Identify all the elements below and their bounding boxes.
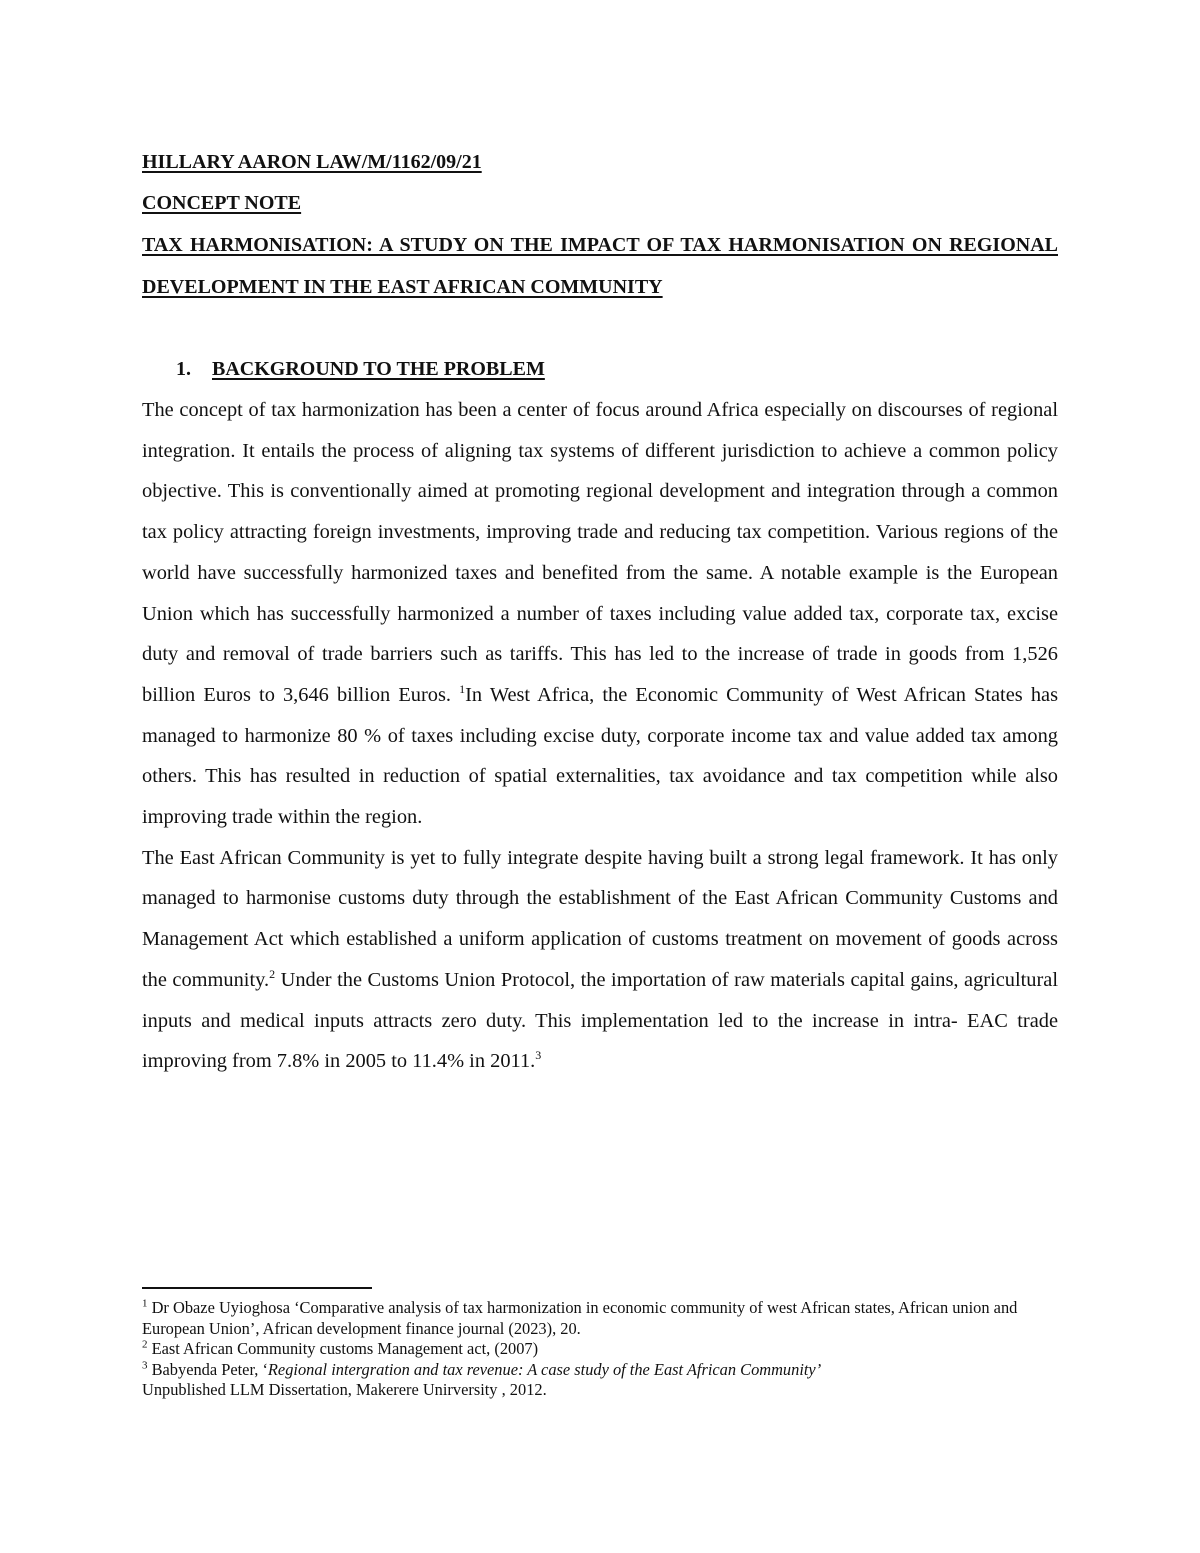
document-type: CONCEPT NOTE — [142, 192, 302, 214]
section-heading — [142, 349, 1058, 390]
footnote-separator — [142, 1287, 372, 1289]
paragraph-2 — [142, 838, 1058, 1082]
footnote-1 — [142, 1298, 1058, 1339]
footnote-marker-1: 1 — [142, 1297, 148, 1310]
paragraph-1 — [142, 390, 1058, 838]
footnote-ref-2[interactable]: 2 — [269, 967, 276, 982]
document-page — [142, 142, 1058, 1082]
paragraph-2-part-2: Under the Customs Union Protocol, the importation of raw materials capital gains, agricultural inputs and medical inputs attracts zero duty. This implementation led to the increase in intra- EAC trade improving from 7.8% in 2005 to 11.4% in 2011. — [142, 968, 1058, 1073]
footnote-ref-3[interactable]: 3 — [535, 1048, 542, 1063]
author-line: HILLARY AARON LAW/M/1162/09/21 — [142, 151, 482, 173]
footnote-ref-1[interactable]: 1 — [459, 682, 466, 697]
footnote-1-text: Dr Obaze Uyioghosa ‘Comparative analysis of tax harmonization in economic community of west African states, African union and European Union’, African development finance journal (2023), 20. — [142, 1298, 1018, 1338]
footnote-marker-3: 3 — [142, 1359, 148, 1372]
footnote-2-text: East African Community customs Management act, (2007) — [147, 1339, 539, 1358]
footnote-2 — [142, 1339, 1058, 1360]
footnote-3 — [142, 1360, 1058, 1401]
footnote-3-title: Regional intergration and tax revenue: A case study of the East African Community’ — [267, 1359, 822, 1379]
section-number: 1. — [176, 358, 191, 380]
footnote-marker-2: 2 — [142, 1338, 148, 1351]
paragraph-1-part-2: In West Africa, the Economic Community of West African States has managed to harmonize 80 % of taxes including excise duty, corporate income tax and value added tax among others. This has resulted in reduction of spatial externalities, tax avoidance and tax competition while also improving trade within the region. — [142, 683, 1058, 829]
footnote-3-text-after: Unpublished LLM Dissertation, Makerere Unirversity , 2012. — [142, 1380, 547, 1399]
paragraph-2-part-1: The East African Community is yet to fully integrate despite having built a strong legal framework. It has only managed to harmonise customs duty through the establishment of the East African Community Customs and Management Act which established a uniform application of customs treatment on movement of goods across the community. — [142, 846, 1058, 991]
footnotes — [142, 1298, 1058, 1401]
section-heading-text: BACKGROUND TO THE PROBLEM — [212, 358, 545, 380]
spacer — [142, 308, 1058, 349]
document-title: TAX HARMONISATION: A STUDY ON THE IMPACT OF TAX HARMONISATION ON REGIONAL DEVELOPMENT IN THE EAST AFRICAN COMMUNITY — [142, 234, 1058, 298]
paragraph-1-part-1: The concept of tax harmonization has been a center of focus around Africa especially on discourses of regional integration. It entails the process of aligning tax systems of different jurisdiction to achieve a common policy objective. This is conventionally aimed at promoting regional development and integration through a common tax policy attracting foreign investments, improving trade and reducing tax competition. Various regions of the world have successfully harmonized taxes and benefited from the same. A notable example is the European Union which has successfully harmonized a number of taxes including value added tax, corporate tax, excise duty and removal of trade barriers such as tariffs. This has led to the increase of trade in goods from 1,526 billion Euros to 3,646 billion Euros. — [142, 399, 1058, 706]
footnote-3-text-before: Babyenda Peter, ‘ — [147, 1359, 268, 1379]
